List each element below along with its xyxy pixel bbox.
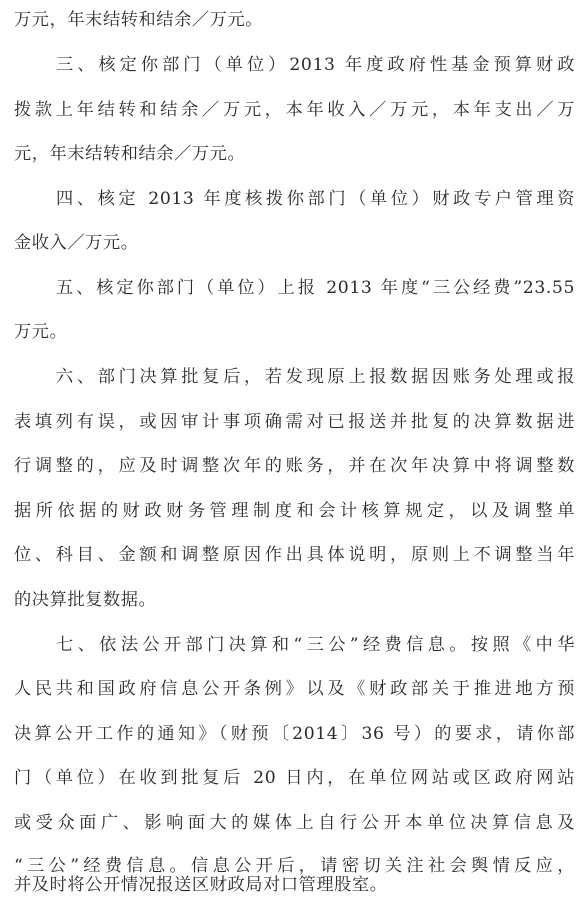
- paragraph-line: 拨款上年结转和结余／万元，本年收入／万元，本年支出／万: [14, 100, 575, 120]
- paragraph-line: 四、核定 2013 年度核拨你部门（单位）财政专户管理资: [56, 189, 575, 209]
- paragraph-line: 元，年末结转和结余／万元。: [14, 144, 246, 164]
- paragraph-line: 行调整的，应及时调整次年的账务，并在次年决算中将调整数: [14, 456, 575, 476]
- paragraph-line: 三、核定你部门（单位）2013 年度政府性基金预算财政: [56, 55, 575, 75]
- paragraph-line: 决算公开工作的通知》（财预〔2014〕36 号）的要求，请你部: [14, 724, 575, 744]
- paragraph-line: 的决算批复数据。: [14, 590, 157, 610]
- paragraph-line: 表填列有误，或因审计事项确需对已报送并批复的决算数据进: [14, 412, 575, 432]
- paragraph-line: 并及时将公开情况报送区财政局对口管理股室。: [14, 875, 388, 895]
- paragraph-line: 五、核定你部门（单位）上报 2013 年度“三公经费”23.55: [56, 278, 575, 298]
- paragraph-line: 门（单位）在收到批复后 20 日内，在单位网站或区政府网站: [14, 768, 575, 788]
- paragraph-line: 六、部门决算批复后，若发现原上报数据因账务处理或报: [56, 367, 575, 387]
- paragraph-line: 金收入／万元。: [14, 233, 139, 253]
- paragraph-line: 据所依据的财政财务管理制度和会计核算规定，以及调整单: [14, 501, 575, 521]
- paragraph-line: 七、依法公开部门决算和“三公”经费信息。按照《中华: [56, 635, 575, 655]
- paragraph-line: 位、科目、金额和调整原因作出具体说明，原则上不调整当年: [14, 545, 575, 565]
- paragraph-line: “三公”经费信息。信息公开后，请密切关注社会舆情反应，: [14, 856, 575, 876]
- paragraph-line: 万元，年末结转和结余／万元。: [14, 10, 264, 30]
- paragraph-line: 万元。: [14, 322, 68, 342]
- paragraph-line: 人民共和国政府信息公开条例》以及《财政部关于推进地方预: [14, 679, 575, 699]
- paragraph-line: 或受众面广、影响面大的媒体上自行公开本单位决算信息及: [14, 813, 575, 833]
